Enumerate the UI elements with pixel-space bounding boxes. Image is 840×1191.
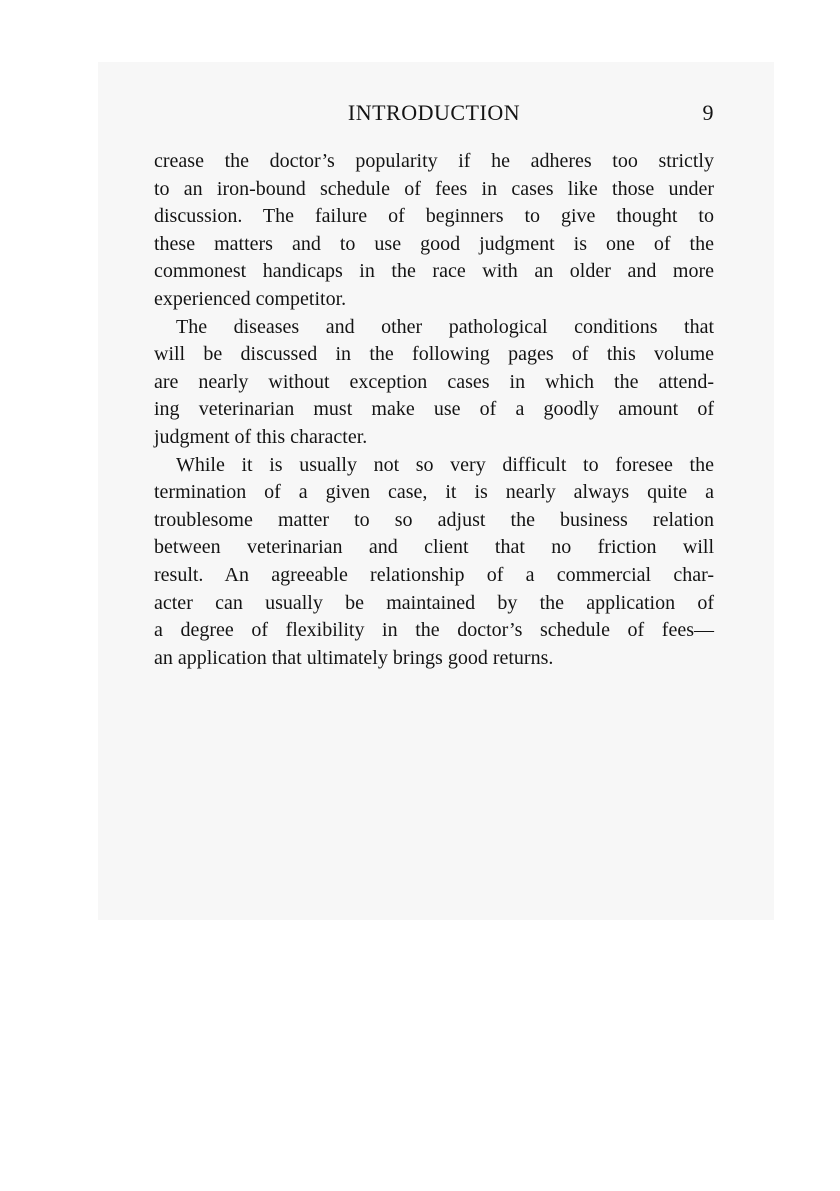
- text-line: a degree of flexibility in the doctor’s schedule of fees—: [154, 619, 714, 642]
- text-line: termination of a given case, it is nearly always quite a: [154, 481, 714, 504]
- running-head-title: INTRODUCTION: [347, 100, 521, 125]
- text-line: will be discussed in the following pages of this volume: [154, 343, 714, 366]
- text-line: commonest handicaps in the race with an older and more: [154, 260, 714, 283]
- text-line: are nearly without exception cases in which the attend-: [154, 370, 714, 393]
- text-line: result. An agreeable relationship of a commercial char-: [154, 563, 714, 586]
- text-line: The diseases and other pathological conditions that: [176, 315, 714, 338]
- paragraph-3: [154, 452, 714, 673]
- body-text: [154, 148, 714, 672]
- text-line: between veterinarian and client that no friction will: [154, 536, 714, 559]
- text-line: acter can usually be maintained by the application of: [154, 591, 714, 614]
- paragraph-2: [154, 314, 714, 452]
- text-line: discussion. The failure of beginners to give thought to: [154, 205, 714, 228]
- paragraph-1: [154, 148, 714, 314]
- text-line: experienced competitor.: [154, 287, 347, 310]
- text-line: While it is usually not so very difficult to foresee the: [176, 453, 714, 476]
- running-head: [154, 100, 714, 132]
- text-line: ing veterinarian must make use of a goodly amount of: [154, 398, 714, 421]
- text-line: these matters and to use good judgment is one of the: [154, 232, 714, 255]
- page-number: 9: [702, 100, 714, 125]
- text-line: to an iron-bound schedule of fees in cases like those under: [154, 177, 714, 200]
- text-line: crease the doctor’s popularity if he adheres too strictly: [154, 150, 714, 172]
- text-line: an application that ultimately brings good returns.: [154, 646, 554, 669]
- text-line: judgment of this character.: [154, 425, 368, 448]
- text-line: troublesome matter to so adjust the business relation: [154, 508, 714, 531]
